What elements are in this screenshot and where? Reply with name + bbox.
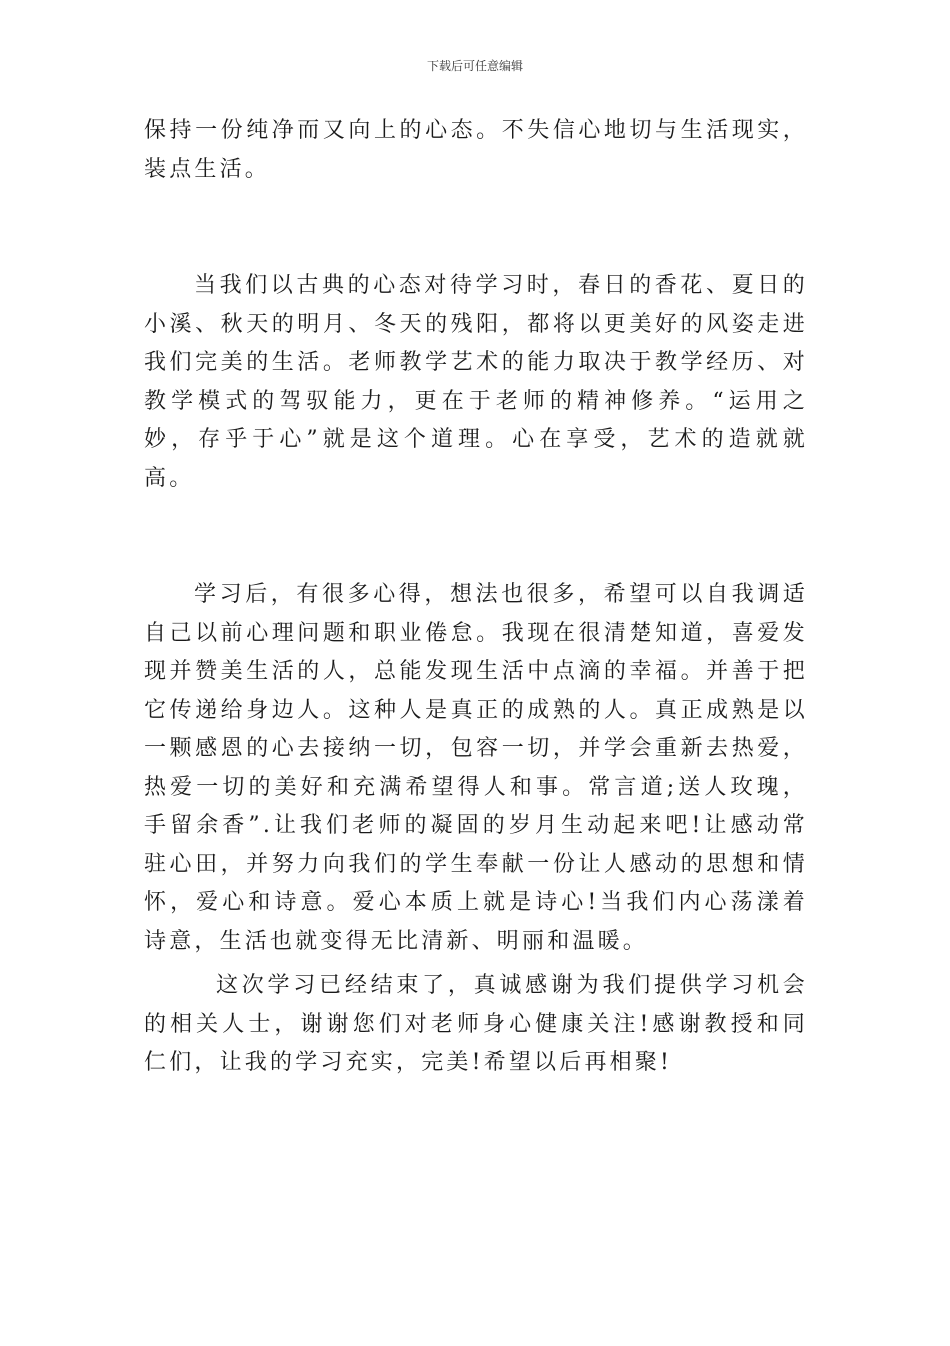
paragraph-2: 当我们以古典的心态对待学习时，春日的香花、夏日的小溪、秋天的明月、冬天的残阳，都将以更美好的风姿走进我们完美的生活。老师教学艺术的能力取决于教学经历、对教学模式的驾驭能力，更在于老师的精神修养。“运用之妙，存乎于心”就是这个道理。心在享受，艺术的造就就高。 — [144, 273, 808, 491]
paragraph-spacer — [144, 498, 808, 576]
paragraph-spacer — [144, 189, 808, 267]
paragraph-1: 保持一份纯净而又向上的心态。不失信心地切与生活现实，装点生活。 — [144, 118, 808, 182]
paragraph-4: 这次学习已经结束了，真诚感谢为我们提供学习机会的相关人士，谢谢您们对老师身心健康关注!感谢教授和同仁们，让我的学习充实，完美!希望以后再相聚! — [144, 973, 808, 1075]
page-header: 下载后可任意编辑 — [426, 59, 523, 73]
document-body — [144, 112, 808, 1083]
paragraph-3: 学习后，有很多心得，想法也很多，希望可以自我调适自己以前心理问题和职业倦怠。我现在很清楚知道，喜爱发现并赞美生活的人，总能发现生活中点滴的幸福。并善于把它传递给身边人。这种人是真正的成熟的人。真正成熟是以一颗感恩的心去接纳一切，包容一切，并学会重新去热爱，热爱一切的美好和充满希望得人和事。常言道;送人玫瑰，手留余香”.让我们老师的凝固的岁月生动起来吧!让感动常驻心田，并努力向我们的学生奉献一份让人感动的思想和情怀，爱心和诗意。爱心本质上就是诗心!当我们内心荡漾着诗意，生活也就变得无比清新、明丽和温暖。 — [144, 582, 808, 954]
